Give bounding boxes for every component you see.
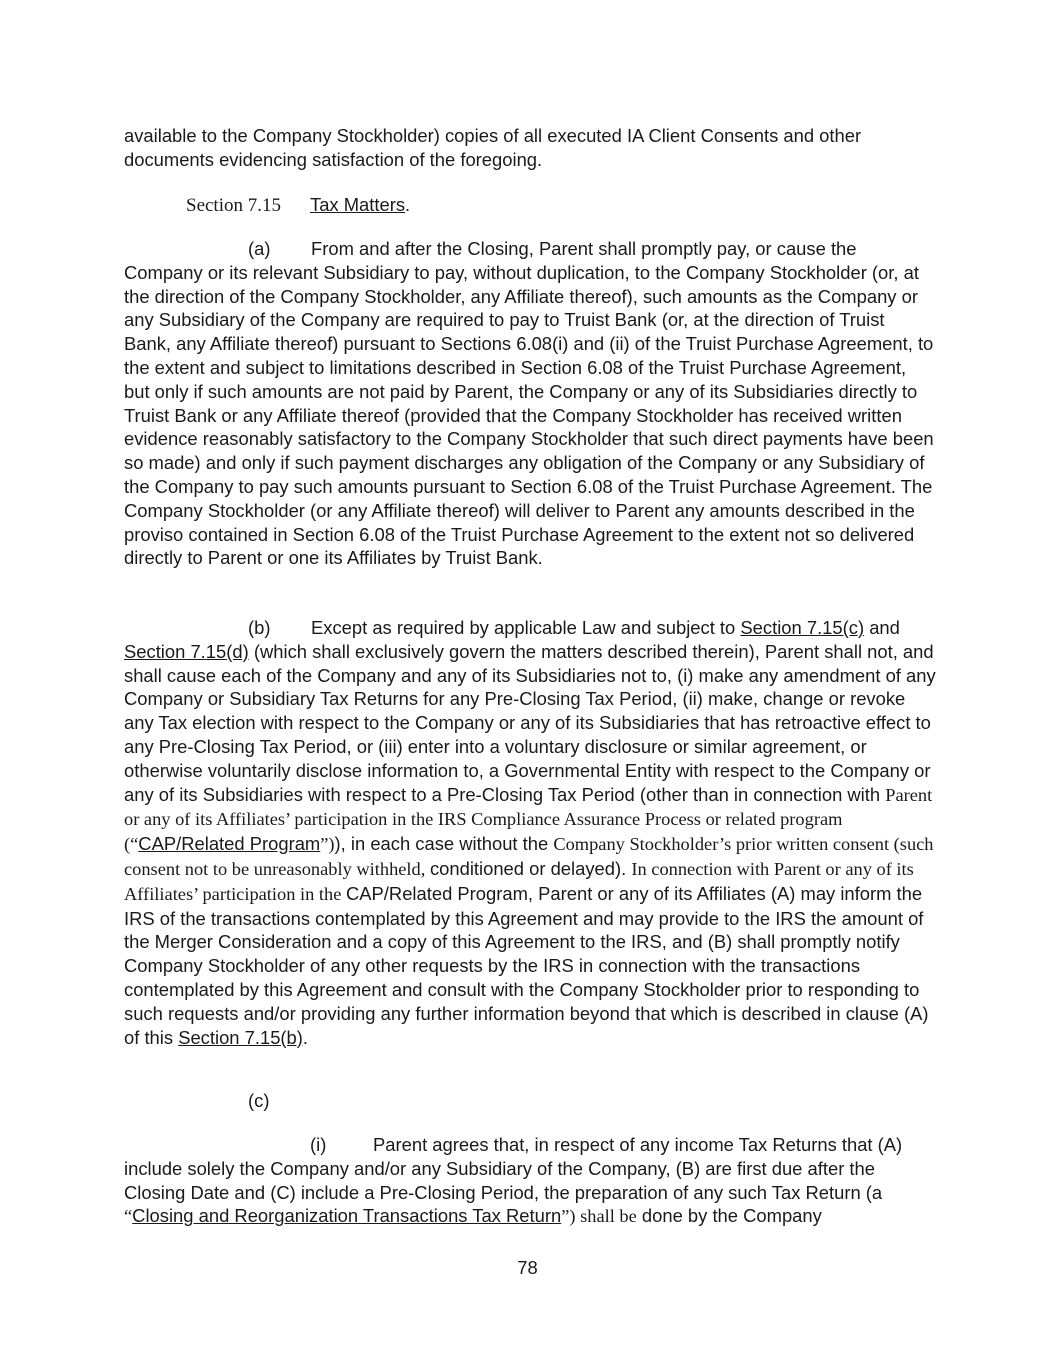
intro-paragraph <box>124 124 936 172</box>
paragraph-b-text-2: and <box>864 617 900 638</box>
paragraph-b-serif-2: ”) <box>320 834 335 855</box>
paragraph-c-i-open-quote: “ <box>124 1206 133 1227</box>
paragraph-a-label: (a) <box>248 238 271 259</box>
paragraph-c-label: (c) <box>248 1090 270 1111</box>
paragraph-b-text-3: (which shall exclusively govern the matters described therein), Parent shall not, and shall cause each of the Company and any of its Subsidiaries not to, (i) make any amendment of any Company or Subsidiary Tax Returns for any Pre-Closing Tax Period, (ii) make, change or revoke any Tax election with respect to the Company or any of its Subsidiaries that has retroactive effect to any Pre-Closing Tax Period, or (iii) enter into a voluntary disclosure or similar agreement, or otherwise voluntarily disclose information to, a Governmental Entity with respect to the Company or any of its Subsidiaries with respect to a Pre-Closing Tax Period (other than in connection with <box>124 640 936 805</box>
section-number: Section 7.15 <box>186 195 281 216</box>
paragraph-b-serif-3: Company Stockholder’s prior written consent (such consent not to be unreasonably withheld, <box>124 834 934 879</box>
page-number: 78 <box>517 1257 538 1278</box>
paragraph-b <box>124 616 936 1049</box>
section-7-15-d-reference: Section 7.15(d) <box>124 640 249 662</box>
section-7-15-c-reference: Section 7.15(c) <box>740 617 865 638</box>
paragraph-b-text-6: CAP/Related Program, Parent or any of its Affiliates (A) may inform the IRS of the transactions contemplated by this Agreement and may provide to the IRS the amount of the Merger Consideration and a copy of this Agreement to the IRS, and (B) shall promptly notify Company Stockholder of any other requests by the IRS in connection with the transactions contemplated by this Agreement and consult with the Company Stockholder prior to responding to such requests and/or providing any further information beyond that which is described in clause (A) of this <box>124 882 929 1048</box>
section-7-15-b-reference: Section 7.15(b) <box>178 1026 303 1048</box>
section-heading <box>186 193 410 218</box>
paragraph-b-serif-1: Parent or any of its Affiliates’ participation in the IRS Compliance Assurance Process or related program (“ <box>124 784 933 855</box>
section-title-period: . <box>405 194 411 215</box>
paragraph-b-text-4: ), in each case without the <box>334 833 554 855</box>
paragraph-b-serif-4: In connection with Parent or any of its Affiliates’ participation in the <box>124 858 914 904</box>
paragraph-b-text-1: Except as required by applicable Law and subject to <box>311 617 741 638</box>
paragraph-c-i-close-quote: ”) shall be <box>561 1206 637 1227</box>
paragraph-a <box>124 237 936 570</box>
paragraph-a-text: From and after the Closing, Parent shall promptly pay, or cause the Company or its relevant Subsidiary to pay, without duplication, to the Company Stockholder (or, at the direction of the Company Stockholder, any Affiliate thereof), such amounts as the Company or any Subsidiary of the Company are required to pay to Truist Bank (or, at the direction of Truist Bank, any Affiliate thereof) pursuant to Sections 6.08(i) and (ii) of the Truist Purchase Agreement, to the extent and subject to limitations described in Section 6.08 of the Truist Purchase Agreement, but only if such amounts are not paid by Parent, the Company or any of its Subsidiaries directly to Truist Bank or any Affiliate thereof (provided that the Company Stockholder has received written evidence reasonably satisfactory to the Company Stockholder that such direct payments have been so made) and only if such payment discharges any obligation of the Company or any Subsidiary of the Company to pay such amounts pursuant to Section 6.08 of the Truist Purchase Agreement. The Company Stockholder (or any Affiliate thereof) will deliver to Parent any amounts described in the proviso contained in Section 6.08 of the Truist Purchase Agreement to the extent not so delivered directly to Parent or one its Affiliates by Truist Bank. <box>124 238 934 569</box>
paragraph-c-i-text-2: done by the Company <box>636 1205 822 1227</box>
paragraph-c-i-text-1: Parent agrees that, in respect of any income Tax Returns that (A) include solely the Company and/or any Subsidiary of the Company, (B) are first due after the Closing Date and (C) include a Pre-Closing Period, the preparation of any such Tax Return (a <box>124 1134 903 1203</box>
paragraph-c-i <box>124 1133 936 1229</box>
closing-reorganization-tax-return-definition: Closing and Reorganization Transactions Tax Return <box>132 1205 562 1227</box>
paragraph-c-i-label: (i) <box>310 1134 327 1155</box>
paragraph-b-label: (b) <box>248 617 271 638</box>
paragraph-b-text-7: . <box>302 1026 309 1048</box>
paragraph-b-text-5: conditioned or delayed). <box>429 857 632 879</box>
intro-text: available to the Company Stockholder) copies of all executed IA Client Consents and other documents evidencing satisfaction of the foregoing. <box>124 125 862 170</box>
cap-related-program-definition: CAP/Related Program <box>138 833 321 855</box>
section-title: Tax Matters <box>310 194 406 215</box>
